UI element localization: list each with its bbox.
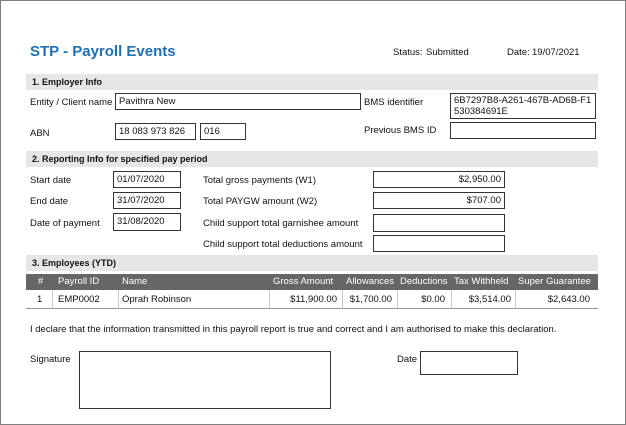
entity-field[interactable]: Pavithra New bbox=[115, 93, 361, 110]
previous-bms-label: Previous BMS ID bbox=[364, 125, 437, 136]
end-date-field[interactable]: 31/07/2020 bbox=[113, 192, 181, 209]
child-deductions-label: Child support total deductions amount bbox=[203, 239, 363, 250]
status-label: Status: bbox=[393, 47, 423, 58]
child-deductions-field[interactable] bbox=[373, 235, 505, 252]
declaration-text: I declare that the information transmitted in this payroll report is true and correct and I am authorised to make this declaration. bbox=[30, 324, 557, 335]
table-row[interactable] bbox=[26, 290, 598, 309]
bms-field[interactable]: 6B7297B8-A261-467B-AD6B-F1530384691E bbox=[450, 93, 596, 119]
col-index: # bbox=[38, 276, 44, 287]
gross-payments-label: Total gross payments (W1) bbox=[203, 175, 316, 186]
garnishee-field[interactable] bbox=[373, 214, 505, 232]
paygw-field[interactable]: $707.00 bbox=[373, 192, 505, 209]
col-name: Name bbox=[122, 276, 148, 287]
payment-date-field[interactable]: 31/08/2020 bbox=[113, 213, 181, 231]
bms-label: BMS identifier bbox=[364, 97, 424, 108]
cell-index: 1 bbox=[37, 294, 43, 305]
gross-payments-field[interactable]: $2,950.00 bbox=[373, 171, 505, 188]
entity-label: Entity / Client name bbox=[30, 97, 113, 108]
cell-gross-amount: $11,900.00 bbox=[290, 294, 337, 305]
col-tax-withheld: Tax Withheld bbox=[454, 276, 509, 287]
col-payroll-id: Payroll ID bbox=[58, 276, 100, 287]
section-employer-info: 1. Employer Info bbox=[26, 74, 598, 90]
paygw-label: Total PAYGW amount (W2) bbox=[203, 196, 318, 207]
section-reporting-info: 2. Reporting Info for specified pay period bbox=[26, 151, 598, 167]
date-label: Date: bbox=[507, 47, 530, 58]
garnishee-label: Child support total garnishee amount bbox=[203, 218, 359, 229]
cell-allowances: $1,700.00 bbox=[349, 294, 392, 305]
end-date-label: End date bbox=[30, 196, 69, 207]
col-deductions: Deductions bbox=[400, 276, 448, 287]
page-title: STP - Payroll Events bbox=[30, 43, 176, 60]
abn-field[interactable]: 18 083 973 826 bbox=[115, 123, 196, 140]
col-gross-amount: Gross Amount bbox=[273, 276, 334, 287]
start-date-field[interactable]: 01/07/2020 bbox=[113, 171, 181, 188]
start-date-label: Start date bbox=[30, 175, 72, 186]
signature-date-label: Date bbox=[397, 354, 418, 365]
cell-tax-withheld: $3,514.00 bbox=[468, 294, 511, 305]
signature-label: Signature bbox=[30, 354, 71, 365]
cell-super-guarantee: $2,643.00 bbox=[547, 294, 590, 305]
cell-name: Oprah Robinson bbox=[122, 294, 192, 305]
col-super-guarantee: Super Guarantee bbox=[518, 276, 591, 287]
payment-date-label: Date of payment bbox=[30, 218, 100, 229]
employees-table-header bbox=[26, 274, 598, 290]
section-employees: 3. Employees (YTD) bbox=[26, 255, 598, 271]
status-value: Submitted bbox=[426, 47, 469, 58]
signature-field[interactable] bbox=[79, 351, 331, 409]
abn-label: ABN bbox=[30, 128, 50, 139]
date-value: 19/07/2021 bbox=[532, 47, 580, 58]
signature-date-field[interactable] bbox=[420, 351, 518, 375]
abn-branch-field[interactable]: 016 bbox=[200, 123, 246, 140]
previous-bms-field[interactable] bbox=[450, 122, 596, 139]
cell-payroll-id: EMP0002 bbox=[58, 294, 100, 305]
col-allowances: Allowances bbox=[346, 276, 395, 287]
cell-deductions: $0.00 bbox=[421, 294, 445, 305]
